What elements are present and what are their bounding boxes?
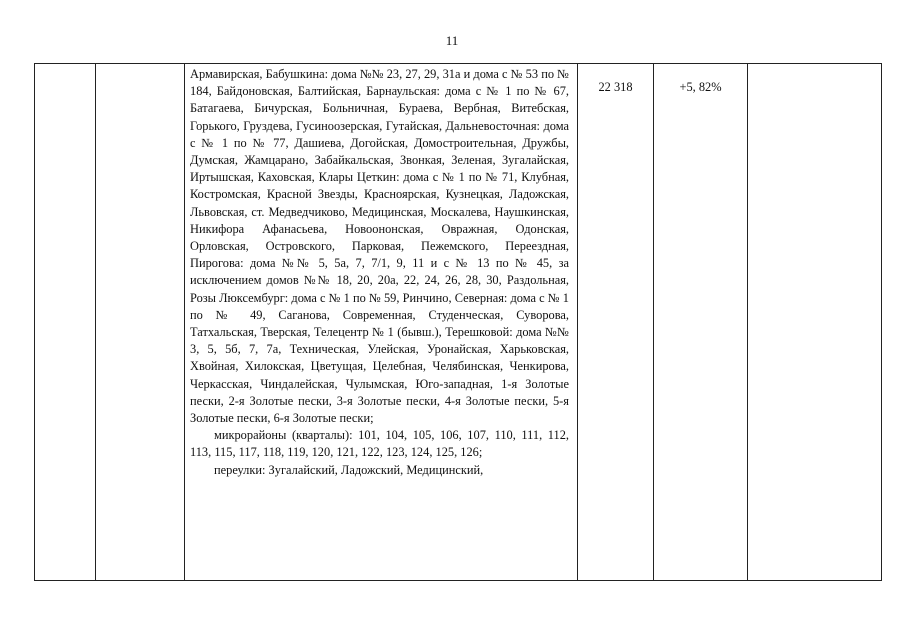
- address-list: [190, 66, 569, 479]
- address-lanes-paragraph: переулки: Зугалайский, Ладожский, Медицинский,: [214, 462, 484, 477]
- page-number: 11: [445, 33, 459, 48]
- table-cell-district: [96, 64, 185, 581]
- document-table: [34, 63, 882, 581]
- table-cell-population: 22 318: [578, 64, 654, 581]
- table-cell-empty: [748, 64, 882, 581]
- table-row: [35, 64, 882, 581]
- table-cell-deviation: +5, 82%: [654, 64, 748, 581]
- address-streets-paragraph: Армавирская, Бабушкина: дома №№ 23, 27, 29, 31а и дома с № 53 по № 184, Байдоновская, Балтийская, Барнаульская: дома с № 1 по № 67, Батагаева, Бичурская, Больничная, Бураева, Вербная, Витебская, Горького, Груздева, Гусиноозерская, Гутайская, Дальневосточная: дома с № 1 по № 77, Дашиева, Догойская, Домостроительная, Дружбы, Думская, Жамцарано, Забайкальская, Звонкая, Зеленая, Зугалайская, Иртышская, Каховская, Клары Цеткин: дома с № 1 по № 71, Клубная, Костромская, Красной Звезды, Красноярская, Кузнецкая, Ладожская, Львовская, ст. Медведчиково, Медицинская, Москалева, Наушкинская, Никифора Афанасьева, Новоононская, Овражная, Одонская, Орловская, Островского, Парковая, Пежемского, Переездная, Пирогова: дома №№ 5, 5а, 7, 7/1, 9, 11 и с № 13 по № 45, за исключением домов №№ 18, 20, 20а, 22, 24, 26, 28, 30, Раздольная, Розы Люксембург: дома с № 1 по № 59, Ринчино, Северная: дома с № 1 по № 49, Саганова, Современная, Студенческая, Суворова, Татхальская, Тверская, Телецентр № 1 (бывш.), Терешковой: дома №№ 3, 5, 5б, 7, 7а, Техническая, Улейская, Уронайская, Харьковская, Хвойная, Хилокская, Цветущая, Целебная, Челябинская, Ченкирова, Черкасская, Чиндалейская, Чулымская, Юго-западная, 1-я Золотые пески, 2-я Золотые пески, 3-я Золотые пески, 4-я Золотые пески, 5-я Золотые пески, 6-я Золотые пески;: [190, 67, 569, 426]
- address-microdistricts-paragraph: микрорайоны (кварталы): 101, 104, 105, 106, 107, 110, 111, 112, 113, 115, 117, 118, 119, 120, 121, 122, 123, 124, 125, 126;: [190, 428, 569, 460]
- table-cell-addresses: [185, 64, 578, 581]
- table-cell-number: [35, 64, 96, 581]
